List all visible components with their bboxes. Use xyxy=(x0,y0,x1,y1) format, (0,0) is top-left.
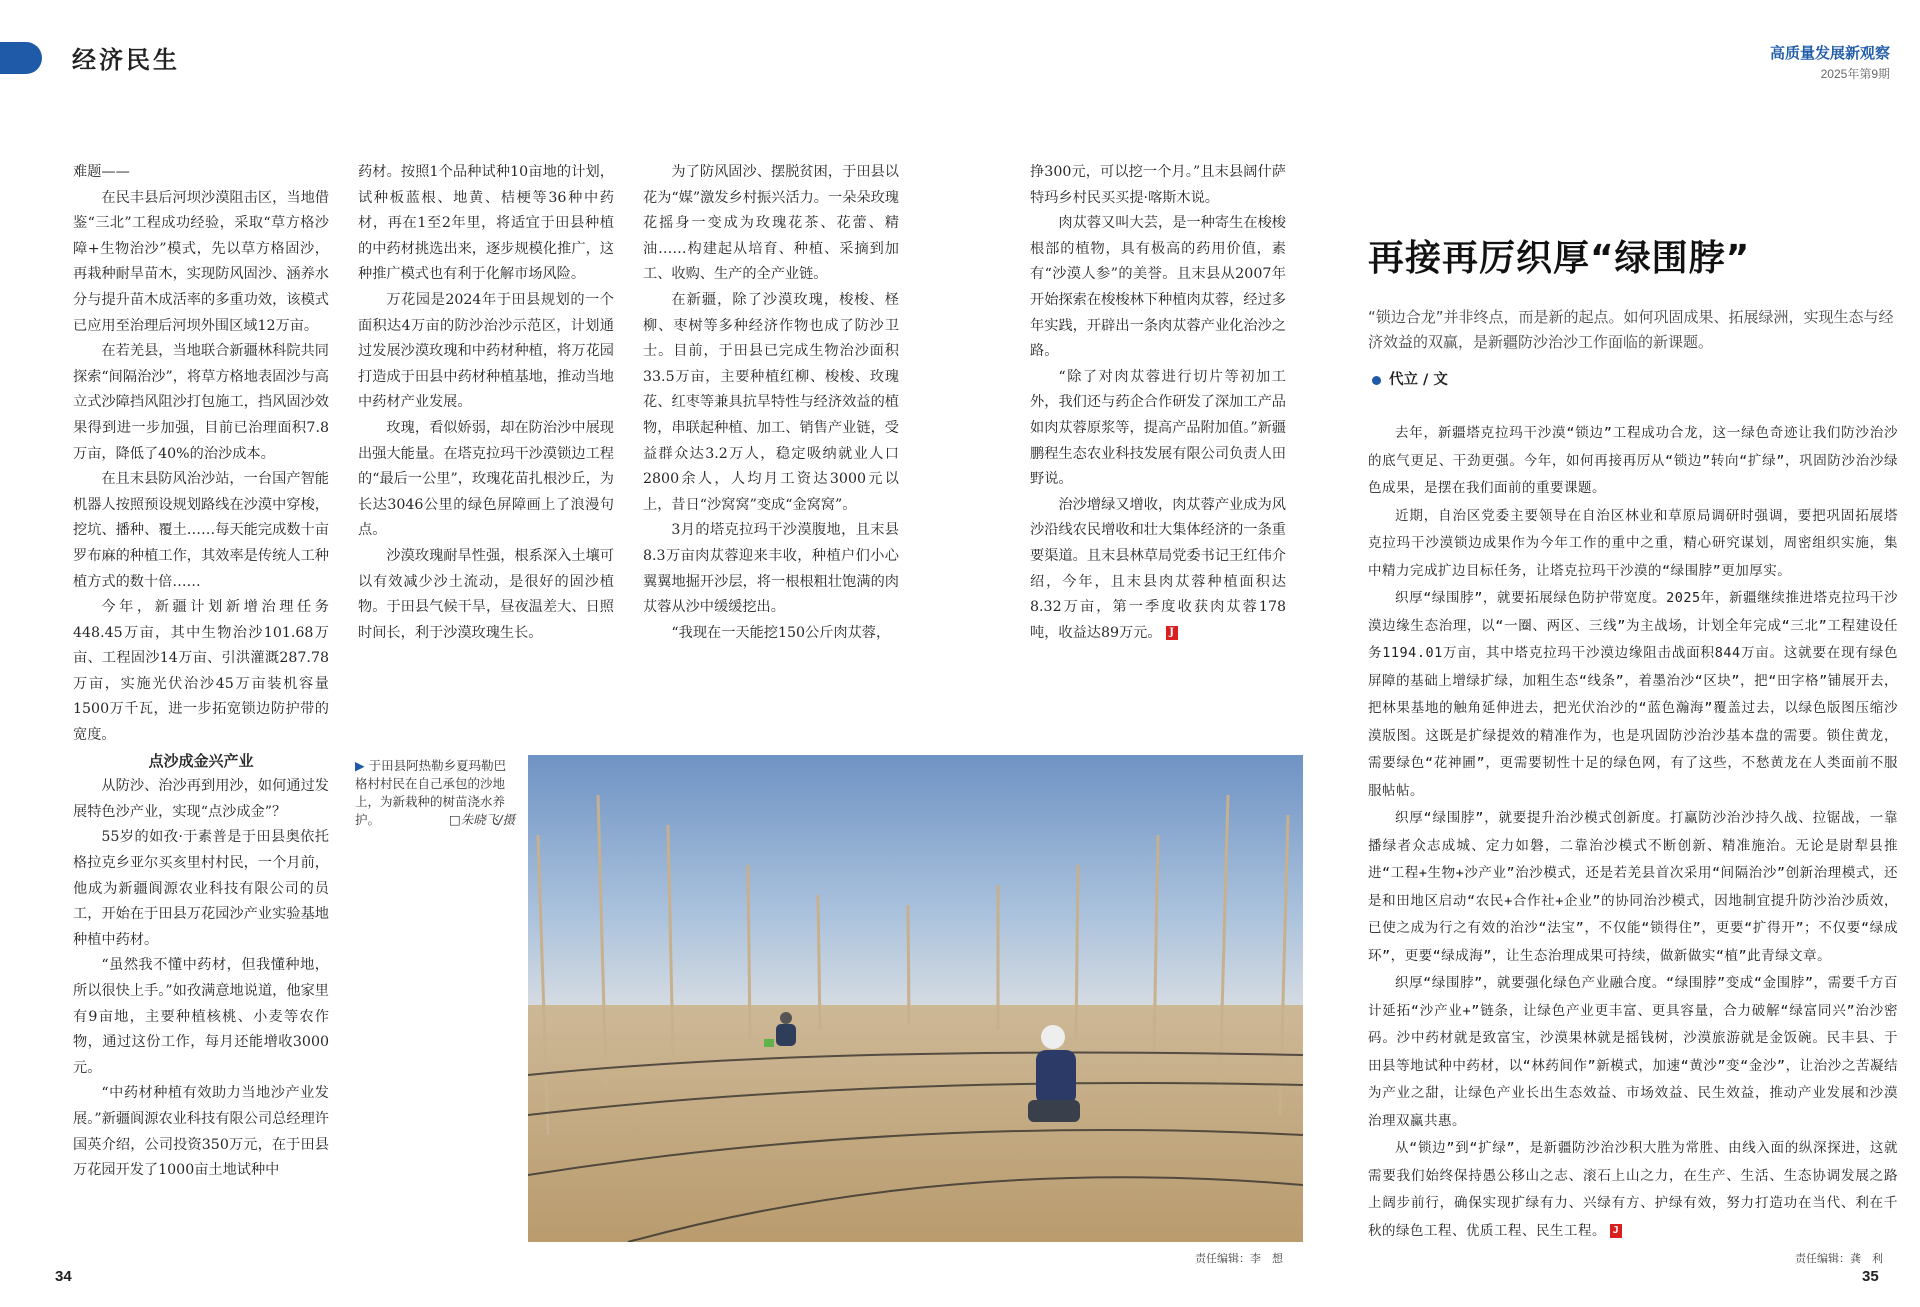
editor-credit-left: 责任编辑：李 想 xyxy=(1195,1252,1283,1265)
paragraph: 55岁的如孜·于素普是于田县奥依托格拉克乡亚尔买亥里村村民，一个月前，他成为新疆阆源农业科技有限公司的员工，开始在于田县万花园沙产业实验基地种植中药材。 xyxy=(73,829,329,948)
author-bullet-icon xyxy=(1372,376,1381,385)
paragraph xyxy=(1030,493,1286,647)
caption-text: 于田县阿热勒乡夏玛勒巴格村村民在自己承包的沙地上，为新栽种的树苗浇水养护。 xyxy=(355,758,507,827)
photo-caption xyxy=(355,757,515,829)
paragraph: 玫瑰，看似娇弱，却在防治沙中展现出强大能量。在塔克拉玛干沙漠锁边工程的“最后一公里”，玫瑰花苗扎根沙丘，为长达3046公里的绿色屏障画上了浪漫句点。 xyxy=(358,419,614,539)
end-mark-icon: J xyxy=(1166,626,1178,640)
photo-illustration xyxy=(528,755,1303,1242)
paragraph: 挣300元，可以挖一个月。”且末县阔什萨特玛乡村民买买提·喀斯木说。 xyxy=(1030,164,1286,206)
end-mark-icon: J xyxy=(1610,1224,1622,1238)
page-number-right: 35 xyxy=(1862,1268,1879,1285)
article-body xyxy=(1368,420,1898,1245)
paragraph: 沙漠玫瑰耐旱性强，根系深入土壤可以有效减少沙土流动，是很好的固沙植物。于田县气候干旱，昼夜温差大、日照时间长，利于沙漠玫瑰生长。 xyxy=(358,547,614,641)
article-title: 再接再厉织厚“绿围脖” xyxy=(1368,238,1751,279)
paragraph: 在民丰县后河坝沙漠阻击区，当地借鉴“三北”工程成功经验，采取“草方格沙障+生物治沙”模式，先以草方格固沙，再栽种耐旱苗木，实现防风固沙、涵养水分与提升苗木成活率的多重功效，该模式已应用至治理后河坝外围区域12万亩。 xyxy=(73,189,329,334)
magazine-header xyxy=(1770,42,1890,82)
section-title: 经济民生 xyxy=(72,46,180,74)
paragraph: 在且末县防风治沙站，一台国产智能机器人按照预设规划路线在沙漠中穿梭，挖坑、播种、覆土……每天能完成数十亩罗布麻的种植工作，其效率是传统人工种植方式的数十倍…… xyxy=(73,471,329,590)
author-name: 代立 / 文 xyxy=(1389,372,1448,388)
caption-arrow-icon: ▶ xyxy=(355,758,365,773)
paragraph: “中药材种植有效助力当地沙产业发展。”新疆阆源农业科技有限公司总经理许国英介绍，公司投资350万元，在于田县万花园开发了1000亩土地试种中 xyxy=(73,1085,329,1179)
paragraph: 去年，新疆塔克拉玛干沙漠“锁边”工程成功合龙，这一绿色奇迹让我们防沙治沙的底气更足、干劲更强。今年，如何再接再厉从“锁边”转向“扩绿”，巩固防沙治沙绿色成果，是摆在我们面前的重要课题。 xyxy=(1368,425,1898,496)
paragraph: “我现在一天能挖150公斤肉苁蓉， xyxy=(671,624,891,641)
editor-credit-right: 责任编辑：龚 利 xyxy=(1795,1252,1883,1265)
page-number-left: 34 xyxy=(55,1268,72,1285)
text-column-2 xyxy=(358,160,614,646)
text-column-1 xyxy=(73,160,329,1184)
paragraph: “虽然我不懂中药材，但我懂种地，所以很快上手。”如孜满意地说道，他家里有9亩地，主要种植核桃、小麦等农作物，通过这份工作，每月还能增收3000元。 xyxy=(73,957,329,1076)
paragraph-text: 治沙增绿又增收，肉苁蓉产业成为风沙沿线农民增收和壮大集体经济的一条重要渠道。且末县林草局党委书记王红伟介绍，今年，且末县肉苁蓉种植面积达8.32万亩，第一季度收获肉苁蓉178吨，收益达89万元。 xyxy=(1030,496,1286,641)
paragraph: 今年，新疆计划新增治理任务448.45万亩，其中生物治沙101.68万亩、工程固沙14万亩、引洪灌溉287.78万亩，实施光伏治沙45万亩装机容量1500万千瓦，进一步拓宽锁边防护带的宽度。 xyxy=(73,599,329,744)
paragraph: 3月的塔克拉玛干沙漠腹地，且末县8.3万亩肉苁蓉迎来丰收，种植户们小心翼翼地掘开沙层，将一根根粗壮饱满的肉苁蓉从沙中缓缓挖出。 xyxy=(643,522,899,616)
article-author xyxy=(1372,368,1448,389)
paragraph xyxy=(1368,1135,1898,1245)
paragraph: 为了防风固沙、摆脱贫困，于田县以花为“媒”激发乡村振兴活力。一朵朵玫瑰花摇身一变成为玫瑰花茶、花蕾、精油……构建起从培育、种植、采摘到加工、收购、生产的全产业链。 xyxy=(643,164,899,283)
paragraph: 药材。按照1个品种试种10亩地的计划，试种板蓝根、地黄、桔梗等36种中药材，再在1至2年里，将适宜于田县种植的中药材挑选出来，逐步规模化推广，这种推广模式也有利于化解市场风险。 xyxy=(358,164,614,283)
paragraph: 从防沙、治沙再到用沙，如何通过发展特色沙产业，实现“点沙成金”？ xyxy=(73,778,329,820)
paragraph: 难题—— xyxy=(73,164,130,180)
issue-number: 2025年第9期 xyxy=(1820,67,1890,81)
paragraph: 织厚“绿围脖”，就要提升治沙模式创新度。打赢防沙治沙持久战、拉锯战，一靠播绿者众志成城、定力如磐，二靠治沙模式不断创新、精准施治。无论是尉犁县推进“工程+生物+沙产业”治沙模式，还是若羌县首次采用“间隔治沙”创新治理模式，还是和田地区启动“农民+合作社+企业”的协同治沙模式，因地制宜提升防沙治沙质效，已使之成为行之有效的治沙“法宝”，不仅能“锁得住”，更要“扩得开”；不仅要“绿成环”，更要“绿成海”，让生态治理成果可持续，做新做实“植”此青绿文章。 xyxy=(1368,810,1898,964)
paragraph: 在新疆，除了沙漠玫瑰，梭梭、柽柳、枣树等多种经济作物也成了防沙卫士。目前，于田县已完成生物治沙面积33.5万亩，主要种植红柳、梭梭、玫瑰花、红枣等兼具抗旱特性与经济效益的植物，串联起种植、加工、销售产业链，受益群众达3.2万人，稳定吸纳就业人口2800余人，人均月工资达3000元以上，昔日“沙窝窝”变成“金窝窝”。 xyxy=(643,291,899,513)
desert-planting-photo xyxy=(528,755,1303,1242)
article-lead: “锁边合龙”并非终点，而是新的起点。如何巩固成果、拓展绿洲，实现生态与经济效益的双赢，是新疆防沙治沙工作面临的新课题。 xyxy=(1368,308,1894,351)
paragraph: 万花园是2024年于田县规划的一个面积达4万亩的防沙治沙示范区，计划通过发展沙漠玫瑰和中药材种植，将万花园打造成于田县中药材种植基地，推动当地中药材产业发展。 xyxy=(358,291,614,411)
paragraph: “除了对肉苁蓉进行切片等初加工外，我们还与药企合作研发了深加工产品如肉苁蓉原浆等，提高产品附加值。”新疆鹏程生态农业科技发展有限公司负责人田野说。 xyxy=(1030,368,1286,488)
subheading: 点沙成金兴产业 xyxy=(148,751,254,770)
paragraph: 近期，自治区党委主要领导在自治区林业和草原局调研时强调，要把巩固拓展塔克拉玛干沙漠锁边成果作为今年工作的重中之重，精心研究谋划，周密组织实施，集中精力完成扩边目标任务，让塔克拉玛干沙漠的“绿围脖”更加厚实。 xyxy=(1368,507,1898,579)
magazine-name: 高质量发展新观察 xyxy=(1769,45,1890,62)
paragraph: 织厚“绿围脖”，就要强化绿色产业融合度。“绿围脖”变成“金围脖”，需要千方百计延拓“沙产业+”链条，让绿色产业更丰富、更具容量，合力破解“绿富同兴”治沙密码。沙中药材就是致富宝，沙漠果林就是摇钱树，沙漠旅游就是金饭碗。民丰县、于田县等地试种中药材，以“林药间作”新模式，加速“黄沙”变“金沙”，让治沙之苦凝结为产业之甜，让绿色产业长出生态效益、市场效益、民生效益，推动产业发展和沙漠治理双赢共惠。 xyxy=(1368,975,1898,1129)
paragraph: 肉苁蓉又叫大芸，是一种寄生在梭梭根部的植物，具有极高的药用价值，素有“沙漠人参”的美誉。且末县从2007年开始探索在梭梭林下种植肉苁蓉，经过多年实践，开辟出一条肉苁蓉产业化治沙之路。 xyxy=(1030,215,1286,360)
paragraph: 在若羌县，当地联合新疆林科院共同探索“间隔治沙”，将草方格地表固沙与高立式沙障挡风阻沙打包施工，挡风固沙效果得到进一步加强，目前已治理面积7.8万亩，降低了40%的治沙成本。 xyxy=(73,343,329,462)
photo-credit: □朱晓飞/摄 xyxy=(448,812,515,827)
paragraph-text: 从“锁边”到“扩绿”，是新疆防沙治沙积大胜为常胜、由线入面的纵深探进，这就需要我们始终保持愚公移山之志、滚石上山之力，在生产、生活、生态协调发展之路上阔步前行，确保实现扩绿有力、兴绿有方、护绿有效，努力打造功在当代、利在千秋的绿色工程、优质工程、民生工程。 xyxy=(1368,1140,1898,1239)
section-tab-marker xyxy=(0,42,42,74)
text-column-4 xyxy=(1030,160,1286,646)
paragraph: 织厚“绿围脖”，就要拓展绿色防护带宽度。2025年，新疆继续推进塔克拉玛干沙漠边缘生态治理，以“一圈、两区、三线”为主战场，计划全年完成“三北”工程建设任务1194.01万亩，其中塔克拉玛干沙漠边缘阻击战面积844万亩。这就要在现有绿色屏障的基础上增绿扩绿，加粗生态“线条”，着墨治沙“区块”，把“田字格”铺展开去，把林果基地的触角延伸进去，把光伏治沙的“蓝色瀚海”覆盖过去，以绿色版图压缩沙漠版图。这既是扩绿提效的精准作为，也是巩固防沙治沙基本盘的需要。锁住黄龙，需要绿色“花神圃”，更需要韧性十足的绿色网，有了这些，不愁黄龙在人类面前不服服帖帖。 xyxy=(1368,590,1898,799)
text-column-3 xyxy=(643,160,899,646)
